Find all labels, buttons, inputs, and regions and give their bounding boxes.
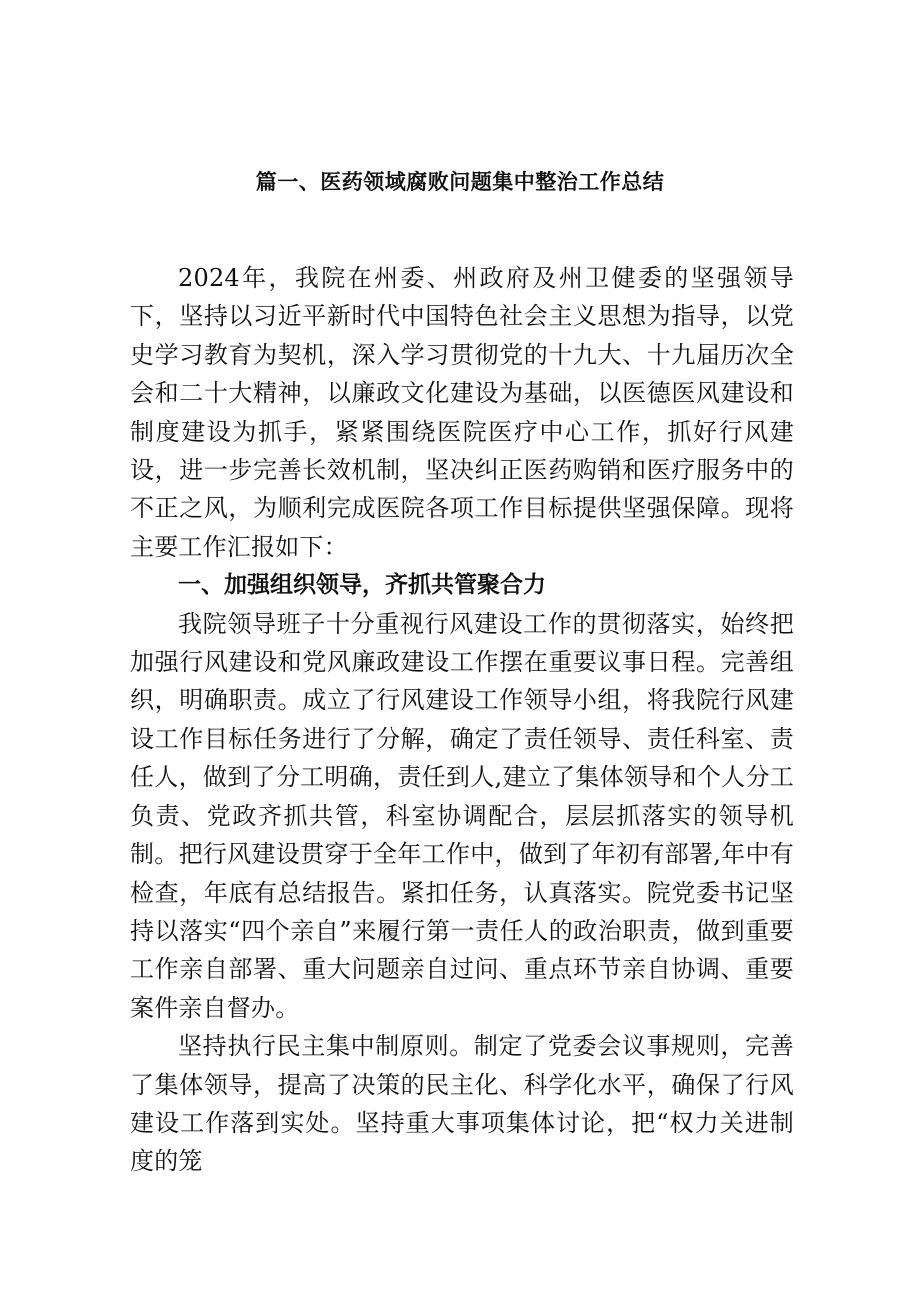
document-title: 篇一、医药领域腐败问题集中整治工作总结 (255, 170, 665, 194)
section-paragraph-1: 我院领导班子十分重视行风建设工作的贯彻落实，始终把加强行风建设和党风廉政建设工作摆在重要议事日程。完善组织，明确职责。成立了行风建设工作领导小组，将我院行风建设工作目标任务进行了分解，确定了责任领导、责任科室、责任人，做到了分工明确，责任到人,建立了集体领导和个人分工负责、党政齐抓共管，科室协调配合，层层抓落实的领导机制。把行风建设贯穿于全年工作中，做到了年初有部署,年中有检查，年底有总结报告。紧扣任务，认真落实。院党委书记坚持以落实“四个亲自”来履行第一责任人的政治职责，做到重要工作亲自部署、重大问题亲自过问、重点环节亲自协调、重要案件亲自督办。 (130, 609, 794, 1022)
section-heading: 一、加强组织领导，齐抓共管聚合力 (178, 572, 546, 599)
document-body (130, 259, 794, 1181)
section-paragraph-2: 坚持执行民主集中制原则。制定了党委会议事规则，完善了集体领导，提高了决策的民主化、科学化水平，确保了行风建设工作落到实处。坚持重大事项集体讨论，把“权力关进制度的笼 (130, 1032, 794, 1176)
intro-paragraph: 2024年，我院在州委、州政府及州卫健委的坚强领导下，坚持以习近平新时代中国特色社会主义思想为指导，以党史学习教育为契机，深入学习贯彻党的十九大、十九届历次全会和二十大精神，以廉政文化建设为基础，以医德医风建设和制度建设为抓手，紧紧围绕医院医疗中心工作，抓好行风建设，进一步完善长效机制，坚决纠正医药购销和医疗服务中的不正之风，为顺利完成医院各项工作目标提供坚强保障。现将主要工作汇报如下： (130, 264, 794, 561)
